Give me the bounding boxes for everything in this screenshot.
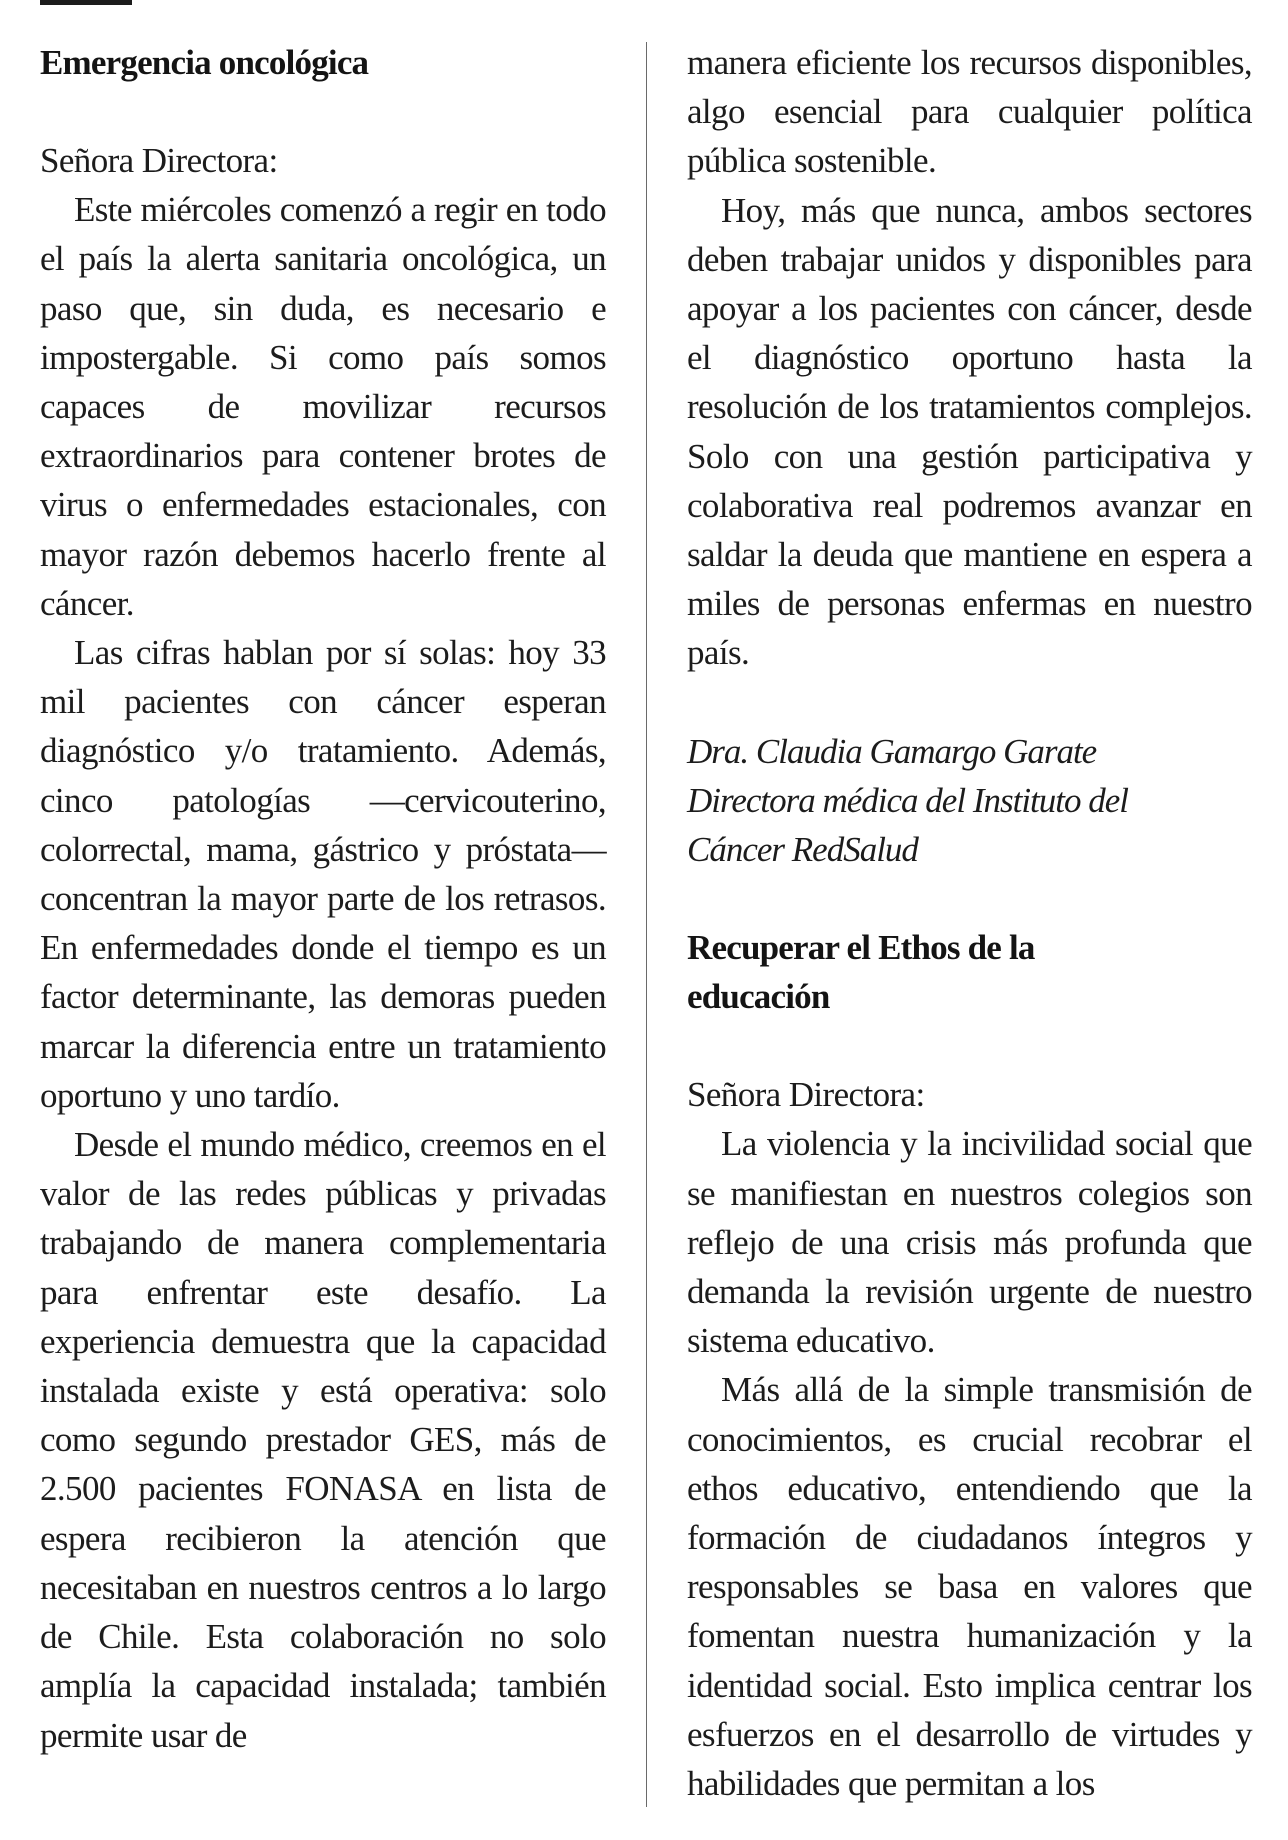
left-column <box>40 38 606 1760</box>
column-divider <box>646 42 647 1807</box>
letter2-title: Recuperar el Ethos de la <box>687 928 1035 968</box>
letter2-paragraph: Más allá de la simple transmisión de conocimientos, es crucial recobrar el ethos educativo, entendiendo que la formación de ciudadanos íntegros y responsables se basa en valores que fomentan nuestra humanización y la identidad social. Esto implica centrar los esfuerzos en el desarrollo de virtudes y habilidades que permitan a los <box>687 1370 1252 1804</box>
letter1-paragraph: Las cifras hablan por sí solas: hoy 33 mil pacientes con cáncer esperan diagnóstico y/o tratamiento. Además, cinco patologías —cervicouterino, colorrectal, mama, gástrico y próstata— concentran la mayor parte de los retrasos. En enfermedades donde el tiempo es un factor determinante, las demoras pueden marcar la diferencia entre un tratamiento oportuno y uno tardío. <box>40 633 606 1115</box>
letter1-paragraph: Desde el mundo médico, creemos en el valor de las redes públicas y privadas trabajando de manera complementaria para enfrentar este desafío. La experiencia demuestra que la capacidad instalada existe y está operativa: solo como segundo prestador GES, más de 2.500 pacientes FONASA en lista de espera recibieron la atención que necesitaban en nuestros centros a lo largo de Chile. Esta colaboración no solo amplía la capacidad instalada; también permite usar de <box>40 1125 606 1755</box>
letter2-paragraph: La violencia y la incivilidad social que se manifiestan en nuestros colegios son reflejo de una crisis más profunda que demanda la revisión urgente de nuestro sistema educativo. <box>687 1124 1252 1361</box>
right-column <box>687 38 1252 1808</box>
top-rule <box>40 0 132 5</box>
letter1-paragraph: Este miércoles comenzó a regir en todo el país la alerta sanitaria oncológica, un paso que, sin duda, es necesario e impostergable. Si como país somos capaces de movilizar recursos extraordinarios para contener brotes de virus o enfermedades estacionales, con mayor razón debemos hacerlo frente al cáncer. <box>40 190 606 623</box>
letter2-salutation: Señora Directora: <box>687 1075 925 1115</box>
letter1-title: Emergencia oncológica <box>40 43 369 82</box>
letter1-paragraph: Hoy, más que nunca, ambos sectores deben trabajar unidos y disponibles para apoyar a los pacientes con cáncer, desde el diagnóstico oportuno hasta la resolución de los tratamientos complejos. Solo con una gestión participativa y colaborativa real podremos avanzar en saldar la deuda que mantiene en espera a miles de personas enfermas en nuestro país. <box>687 190 1252 673</box>
letter1-signature <box>687 727 1252 875</box>
signature-name: Dra. Claudia Gamargo Garate <box>687 731 1097 771</box>
signature-role: Cáncer RedSalud <box>687 830 918 870</box>
letter1-salutation: Señora Directora: <box>40 141 278 180</box>
letter1-paragraph-continued: manera eficiente los recursos disponibles, algo esencial para cualquier política pública sostenible. <box>687 43 1252 181</box>
signature-role: Directora médica del Instituto del <box>687 780 1128 820</box>
letter2-title: educación <box>687 977 830 1017</box>
